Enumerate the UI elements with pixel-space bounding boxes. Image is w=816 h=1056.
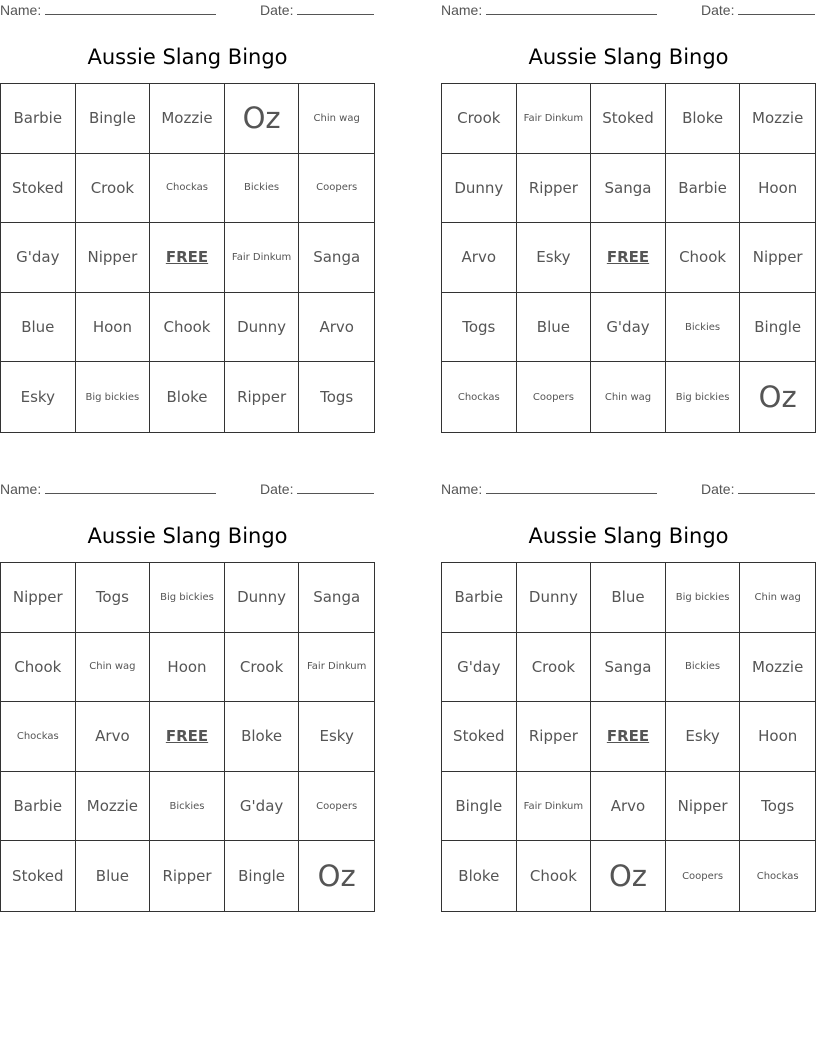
bingo-cell[interactable]: Stoked xyxy=(591,84,666,154)
bingo-cell[interactable]: Bickies xyxy=(150,772,225,842)
bingo-cell[interactable]: Barbie xyxy=(1,84,76,154)
bingo-cell[interactable]: Bingle xyxy=(740,293,815,363)
date-field[interactable] xyxy=(260,2,374,18)
bingo-cell[interactable]: Ripper xyxy=(150,841,225,911)
bingo-cell[interactable]: Chin wag xyxy=(740,563,815,633)
name-line xyxy=(486,481,657,494)
name-line xyxy=(486,2,657,15)
bingo-cell[interactable]: Chockas xyxy=(756,870,799,882)
card-header-fields xyxy=(0,0,375,22)
date-field[interactable] xyxy=(701,2,815,18)
name-field[interactable] xyxy=(441,481,657,497)
date-line xyxy=(738,481,815,494)
bingo-cell[interactable]: Togs xyxy=(320,388,354,407)
bingo-cell[interactable]: Bingle xyxy=(225,841,300,911)
bingo-cell[interactable]: Ripper xyxy=(517,702,592,772)
bingo-cell[interactable]: Blue xyxy=(76,841,151,911)
bingo-cell[interactable]: Bloke xyxy=(666,84,741,154)
bingo-cell[interactable]: Arvo xyxy=(76,702,151,772)
bingo-cell[interactable]: Arvo xyxy=(591,772,666,842)
card-title: Aussie Slang Bingo xyxy=(528,524,729,548)
free-space-cell[interactable]: FREE xyxy=(591,702,666,772)
free-space-cell[interactable]: FREE xyxy=(150,702,225,772)
bingo-cell[interactable]: Barbie xyxy=(1,772,76,842)
bingo-cell[interactable]: Togs xyxy=(740,772,815,842)
bingo-cell[interactable]: Togs xyxy=(442,293,517,363)
bingo-cell[interactable]: Bickies xyxy=(666,293,741,363)
bingo-cell[interactable]: Chin wag xyxy=(299,84,374,154)
bingo-cell[interactable]: Sanga xyxy=(299,223,374,293)
bingo-card-2 xyxy=(441,0,816,415)
bingo-cell[interactable]: Mozzie xyxy=(740,633,815,703)
name-field[interactable] xyxy=(0,481,216,497)
bingo-cell[interactable]: Nipper xyxy=(740,223,815,293)
bingo-grid xyxy=(441,562,816,912)
bingo-cell[interactable]: Bloke xyxy=(225,702,300,772)
bingo-cell[interactable]: Mozzie xyxy=(740,84,815,154)
bingo-cell[interactable]: Hoon xyxy=(150,633,225,703)
bingo-cell[interactable]: Togs xyxy=(76,563,151,633)
bingo-cell[interactable]: Crook xyxy=(225,633,300,703)
bingo-cell[interactable]: Coopers xyxy=(666,841,741,911)
bingo-cell[interactable]: Nipper xyxy=(76,223,151,293)
bingo-cell[interactable]: Coopers xyxy=(299,772,374,842)
bingo-cell[interactable]: Fair Dinkum xyxy=(299,633,374,703)
bingo-cell[interactable]: Big bickies xyxy=(666,563,741,633)
bingo-cell[interactable]: Barbie xyxy=(442,563,517,633)
bingo-cell[interactable]: Hoon xyxy=(740,154,815,224)
bingo-cell[interactable]: G'day xyxy=(1,223,76,293)
bingo-cell[interactable]: Fair Dinkum xyxy=(517,84,592,154)
bingo-cell[interactable]: Sanga xyxy=(591,633,666,703)
date-line xyxy=(297,2,374,15)
bingo-cell[interactable]: Coopers xyxy=(299,154,374,224)
name-label: Name: xyxy=(441,481,483,497)
bingo-cell[interactable]: Dunny xyxy=(517,563,592,633)
bingo-cell[interactable]: Dunny xyxy=(225,563,300,633)
bingo-cell[interactable]: Esky xyxy=(1,362,76,432)
bingo-cell[interactable]: G'day xyxy=(442,633,517,703)
bingo-cell[interactable]: Esky xyxy=(666,702,741,772)
name-label: Name: xyxy=(0,481,42,497)
bingo-cell[interactable]: Stoked xyxy=(1,841,76,911)
bingo-cell[interactable]: Big bickies xyxy=(666,362,741,432)
bingo-cell[interactable]: Mozzie xyxy=(150,84,225,154)
bingo-cell[interactable]: Chook xyxy=(517,841,592,911)
bingo-cell[interactable]: Crook xyxy=(517,633,592,703)
free-space-cell[interactable]: FREE xyxy=(150,223,225,293)
bingo-cell[interactable]: Esky xyxy=(299,702,374,772)
bingo-cell[interactable]: Big bickies xyxy=(150,563,225,633)
bingo-cell[interactable]: Chook xyxy=(666,223,741,293)
bingo-cell[interactable]: Chockas xyxy=(150,154,225,224)
card-title: Aussie Slang Bingo xyxy=(528,45,729,69)
bingo-cell[interactable]: G'day xyxy=(591,293,666,363)
name-line xyxy=(45,2,216,15)
name-label: Name: xyxy=(0,2,42,18)
bingo-cell[interactable]: Hoon xyxy=(76,293,151,363)
date-label: Date: xyxy=(701,481,735,497)
bingo-cell[interactable]: G'day xyxy=(225,772,300,842)
bingo-cell[interactable]: Oz xyxy=(225,84,300,154)
bingo-cell[interactable]: Stoked xyxy=(442,702,517,772)
bingo-cell[interactable]: Bingle xyxy=(76,84,151,154)
bingo-cell[interactable]: Arvo xyxy=(299,293,374,363)
bingo-cell[interactable]: Oz xyxy=(591,841,666,911)
bingo-card-4 xyxy=(441,479,816,894)
bingo-cell[interactable]: Bloke xyxy=(442,841,517,911)
bingo-cell[interactable]: Bickies xyxy=(225,154,300,224)
bingo-cell[interactable]: Bloke xyxy=(150,362,225,432)
bingo-grid xyxy=(441,83,816,433)
bingo-cell[interactable]: Crook xyxy=(76,154,151,224)
bingo-cell[interactable]: Hoon xyxy=(740,702,815,772)
bingo-cell[interactable]: Mozzie xyxy=(76,772,151,842)
bingo-card-1 xyxy=(0,0,375,407)
bingo-cell[interactable]: Barbie xyxy=(666,154,741,224)
card-header-fields xyxy=(441,479,816,501)
date-line xyxy=(297,481,374,494)
bingo-cell[interactable]: Blue xyxy=(517,293,592,363)
bingo-cell[interactable]: Oz xyxy=(317,859,356,894)
name-line xyxy=(45,481,216,494)
date-label: Date: xyxy=(260,481,294,497)
name-field[interactable] xyxy=(441,2,657,18)
bingo-cell[interactable]: Stoked xyxy=(1,154,76,224)
bingo-grid xyxy=(0,83,375,433)
date-field[interactable] xyxy=(260,481,374,497)
bingo-cell[interactable]: Chockas xyxy=(442,362,517,432)
bingo-cell[interactable]: Coopers xyxy=(517,362,592,432)
bingo-cell[interactable]: Fair Dinkum xyxy=(225,223,300,293)
bingo-cell[interactable]: Dunny xyxy=(442,154,517,224)
bingo-cell[interactable]: Bingle xyxy=(442,772,517,842)
bingo-cell[interactable]: Chook xyxy=(1,633,76,703)
bingo-cell[interactable]: Esky xyxy=(517,223,592,293)
name-label: Name: xyxy=(441,2,483,18)
bingo-cell[interactable]: Chin wag xyxy=(76,633,151,703)
bingo-cell[interactable]: Chin wag xyxy=(591,362,666,432)
bingo-card-3 xyxy=(0,479,375,894)
free-space-cell[interactable]: FREE xyxy=(591,223,666,293)
bingo-cell[interactable]: Ripper xyxy=(517,154,592,224)
bingo-cell[interactable]: Crook xyxy=(442,84,517,154)
bingo-cell[interactable]: Sanga xyxy=(299,563,374,633)
bingo-cell[interactable]: Nipper xyxy=(1,563,76,633)
bingo-cell[interactable]: Chockas xyxy=(1,702,76,772)
bingo-cell[interactable]: Fair Dinkum xyxy=(517,772,592,842)
bingo-cell[interactable]: Sanga xyxy=(591,154,666,224)
name-field[interactable] xyxy=(0,2,216,18)
bingo-cell[interactable]: Arvo xyxy=(442,223,517,293)
bingo-cell[interactable]: Blue xyxy=(1,293,76,363)
bingo-cell[interactable]: Ripper xyxy=(225,362,300,432)
bingo-cell[interactable]: Chook xyxy=(150,293,225,363)
card-title: Aussie Slang Bingo xyxy=(87,45,288,69)
bingo-cell[interactable]: Dunny xyxy=(225,293,300,363)
date-label: Date: xyxy=(701,2,735,18)
bingo-cell[interactable]: Nipper xyxy=(666,772,741,842)
date-label: Date: xyxy=(260,2,294,18)
date-line xyxy=(738,2,815,15)
bingo-cell[interactable]: Blue xyxy=(591,563,666,633)
bingo-grid xyxy=(0,562,375,912)
card-header-fields xyxy=(441,0,816,22)
card-title: Aussie Slang Bingo xyxy=(87,524,288,548)
bingo-cell[interactable]: Bickies xyxy=(666,633,741,703)
bingo-cell[interactable]: Big bickies xyxy=(76,362,151,432)
date-field[interactable] xyxy=(701,481,815,497)
bingo-cell[interactable]: Oz xyxy=(758,380,797,415)
card-header-fields xyxy=(0,479,375,501)
